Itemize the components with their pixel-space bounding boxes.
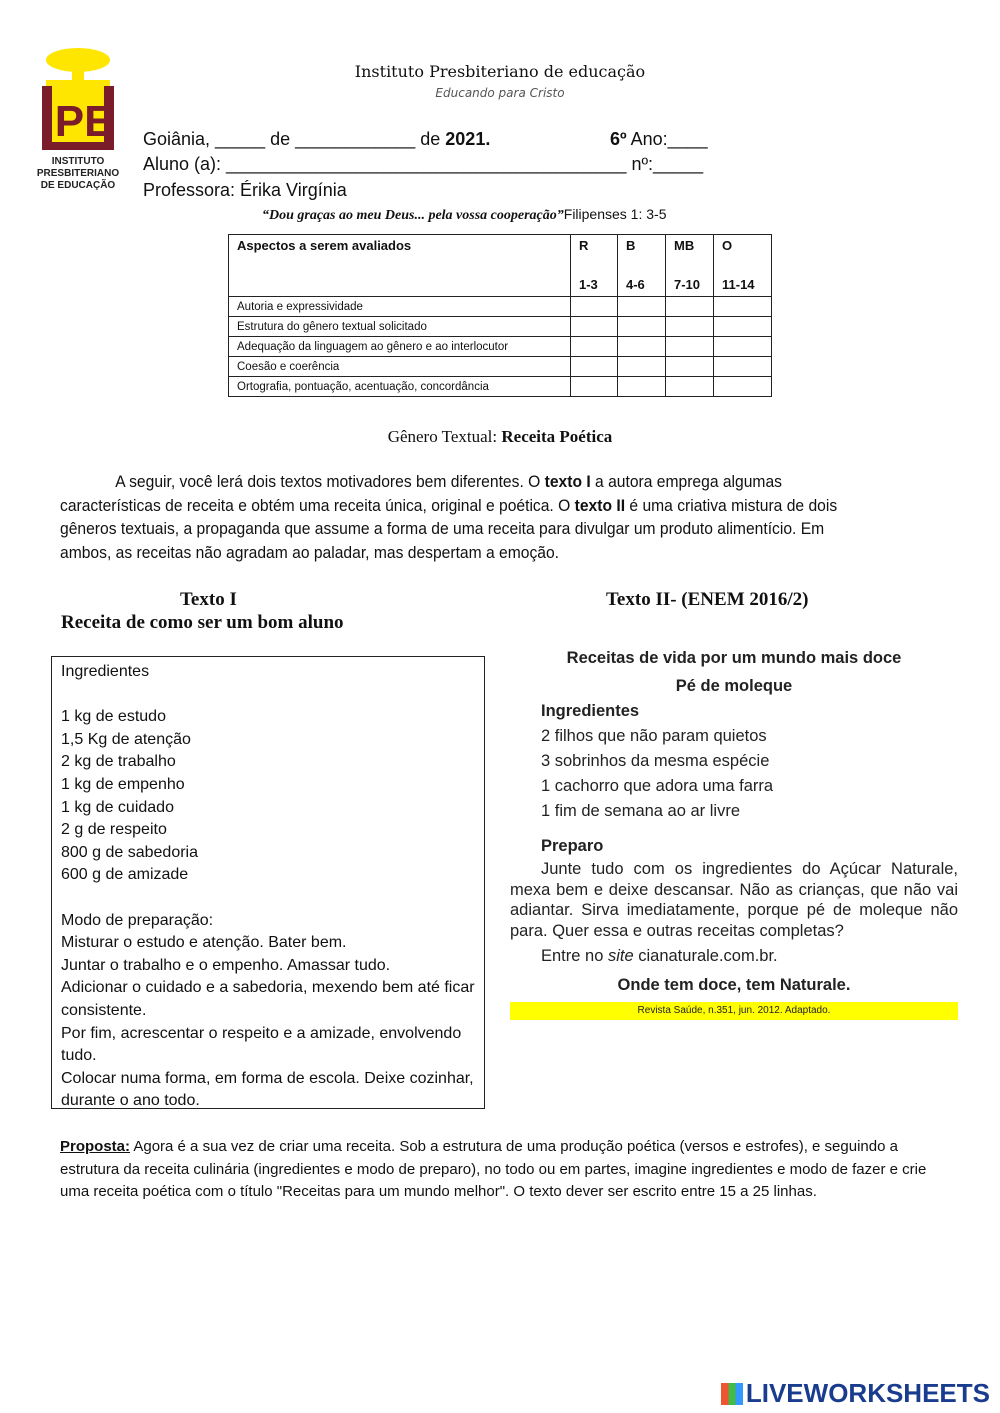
- list-item: Misturar o estudo e atenção. Bater bem.: [61, 934, 347, 952]
- list-item: 1,5 Kg de atenção: [61, 730, 191, 748]
- date-line: Goiânia, _____ de ____________ de 2021. 6º Ano:____: [143, 129, 708, 149]
- list-item: 1 kg de estudo: [61, 708, 166, 726]
- texto1-title: Receita de como ser um bom aluno: [61, 612, 344, 633]
- rubric-col: B 4-6: [618, 235, 666, 297]
- list-item: 800 g de sabedoria: [61, 843, 198, 861]
- list-item: 1 kg de cuidado: [61, 798, 174, 816]
- table-row: Ortografia, pontuação, acentuação, concordância: [229, 377, 772, 397]
- list-item: Adicionar o cuidado e a sabedoria, mexendo bem até ficar consistente.: [61, 979, 475, 1019]
- list-item: 2 g de respeito: [61, 821, 167, 839]
- rubric-col: O 11-14: [714, 235, 772, 297]
- rubric-table: [228, 234, 772, 397]
- rubric-col: R 1-3: [571, 235, 618, 297]
- proposal: Proposta: Agora é a sua vez de criar uma receita. Sob a estrutura de uma produção poética (versos e estrofes), e seguindo a estrutura da receita culinária (ingredientes e modo de preparo), no todo ou em partes, imagine ingredientes e modo de fazer e crie uma receita poética com o título "Receitas para um mundo melhor". O texto dever ser escrito entre 15 a 25 linhas.: [60, 1138, 927, 1201]
- table-row: Coesão e coerência: [229, 357, 772, 377]
- list-item: 1 fim de semana ao ar livre: [541, 802, 741, 820]
- rubric-header: Aspectos a serem avaliados: [229, 235, 571, 297]
- liveworksheets-watermark: LIVEWORKSHEETS: [721, 1378, 990, 1409]
- list-item: 1 kg de empenho: [61, 775, 185, 793]
- table-row: Adequação da linguagem ao gênero e ao interlocutor: [229, 337, 772, 357]
- texto1-box: Ingredientes 1 kg de estudo 1,5 Kg de atenção 2 kg de trabalho 1 kg de empenho 1 kg de cuidado 2 g de respeito 800 g de sabedoria 600 g de amizade Modo de preparação: Misturar o estudo e atenção. Bater bem. Juntar o trabalho e o empenho. Amassar tudo. Adicionar o cuidado e a sabedoria, mexendo bem até ficar consistente. Por fim, acrescentar o respeito e a amizade, envolvendo tudo. Colocar numa forma, em forma de escola. Deixe cozinhar, durante o ano todo.: [51, 656, 485, 1109]
- list-item: 1 cachorro que adora uma farra: [541, 777, 774, 795]
- genre-title: Gênero Textual: Receita Poética: [387, 427, 613, 446]
- texto2-ad: Receitas de vida por um mundo mais doce Pé de moleque Ingredientes 2 filhos que não param quietos 3 sobrinhos da mesma espécie 1 cachorro que adora uma farra 1 fim de semana ao ar livre Preparo Junte tudo com os ingredientes do Açúcar Naturale, mexa bem e deixe descansar. Não as crianças, que não vai adiantar. Sirva imediatamente, porque pé de moleque não para. Quer essa e outras receitas completas? Entre no site cianaturale.com.br. Onde tem doce, tem Naturale. Revista Saúde, n.351, jun. 2012. Adaptado.: [510, 646, 958, 1020]
- list-item: 3 sobrinhos da mesma espécie: [541, 752, 770, 770]
- svg-text:IPE: IPE: [42, 97, 114, 146]
- list-item: Juntar o trabalho e o empenho. Amassar tudo.: [61, 956, 391, 974]
- institution-name: Instituto Presbiteriano de educação: [354, 62, 646, 81]
- source-citation: Revista Saúde, n.351, jun. 2012. Adaptado.: [510, 1002, 958, 1020]
- teacher-line: Professora: Érika Virgínia: [143, 180, 347, 200]
- logo-line: INSTITUTO: [51, 156, 105, 167]
- rubric-col: MB 7-10: [666, 235, 714, 297]
- table-row: Estrutura do gênero textual solicitado: [229, 317, 772, 337]
- list-item: Por fim, acrescentar o respeito e a amizade, envolvendo tudo.: [61, 1024, 462, 1065]
- texto1-label: Texto I: [180, 589, 237, 610]
- intro-paragraph: A seguir, você lerá dois textos motivadores bem diferentes. O texto I a autora emprega algumas características de receita e obtém uma receita única, original e poética. O texto II é uma criativa mistura de dois gêneros textuais, a propaganda que assume a forma de uma receita para divulgar um produto alimentício. Em ambos, as receitas não agradam ao paladar, mas despertam a emoção.: [60, 472, 838, 562]
- student-line: Aluno (a): ________________________________________ nº:_____: [143, 154, 704, 174]
- list-item: Colocar numa forma, em forma de escola. Deixe cozinhar, durante o ano todo.: [61, 1069, 474, 1110]
- list-item: 600 g de amizade: [61, 866, 189, 884]
- table-row: Autoria e expressividade: [229, 297, 772, 317]
- logo-line: DE EDUCAÇÃO: [40, 180, 116, 191]
- list-item: 2 kg de trabalho: [61, 753, 176, 771]
- logo-line: PRESBITERIANO: [36, 168, 120, 179]
- list-item: 2 filhos que não param quietos: [541, 727, 767, 745]
- motto: Educando para Cristo: [435, 86, 565, 100]
- bible-verse: “Dou graças ao meu Deus... pela vossa cooperação”Filipenses 1: 3-5: [262, 206, 667, 223]
- texto2-label: Texto II- (ENEM 2016/2): [606, 589, 809, 610]
